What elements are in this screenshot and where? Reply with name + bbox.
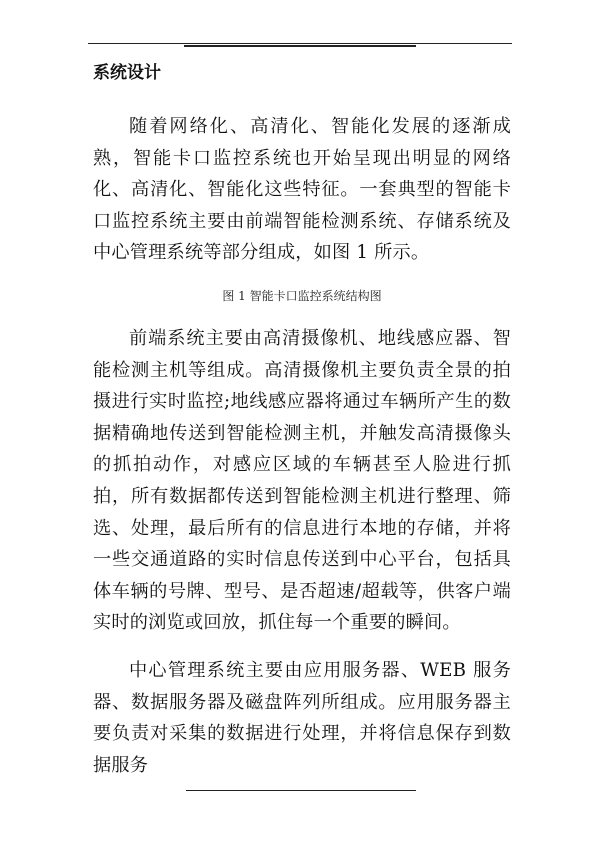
paragraph-intro: 随着网络化、高清化、智能化发展的逐渐成熟，智能卡口监控系统也开始呈现出明显的网络化、高清化、智能化这些特征。一套典型的智能卡口监控系统主要由前端智能检测系统、存储系统及中心管理系统等部分组成，如图 1 所示。 — [93, 116, 511, 264]
header-rule-outer — [88, 43, 512, 44]
figure-caption: 图 1 智能卡口监控系统结构图 — [222, 289, 382, 303]
section-title: 系统设计 — [93, 63, 161, 83]
header-rule-inner — [184, 45, 416, 47]
paragraph-front-end-system: 前端系统主要由高清摄像机、地线感应器、智能检测主机等组成。高清摄像机主要负责全景的拍摄进行实时监控;地线感应器将通过车辆所产生的数据精确地传送到智能检测主机，并触发高清摄像头的抓拍动作，对感应区域的车辆甚至人脸进行抓拍，所有数据都传送到智能检测主机进行整理、筛选、处理，最后所有的信息进行本地的存储，并将一些交通道路的实时信息传送到中心平台，包括具体车辆的号牌、型号、是否超速/超载等，供客户端实时的浏览或回放，抓住每一个重要的瞬间。 — [93, 328, 511, 634]
footer-rule — [186, 790, 416, 791]
paragraph-central-management: 中心管理系统主要由应用服务器、WEB 服务器、数据服务器及磁盘阵列所组成。应用服务器主要负责对采集的数据进行处理，并将信息保存到数据服务 — [93, 660, 511, 776]
